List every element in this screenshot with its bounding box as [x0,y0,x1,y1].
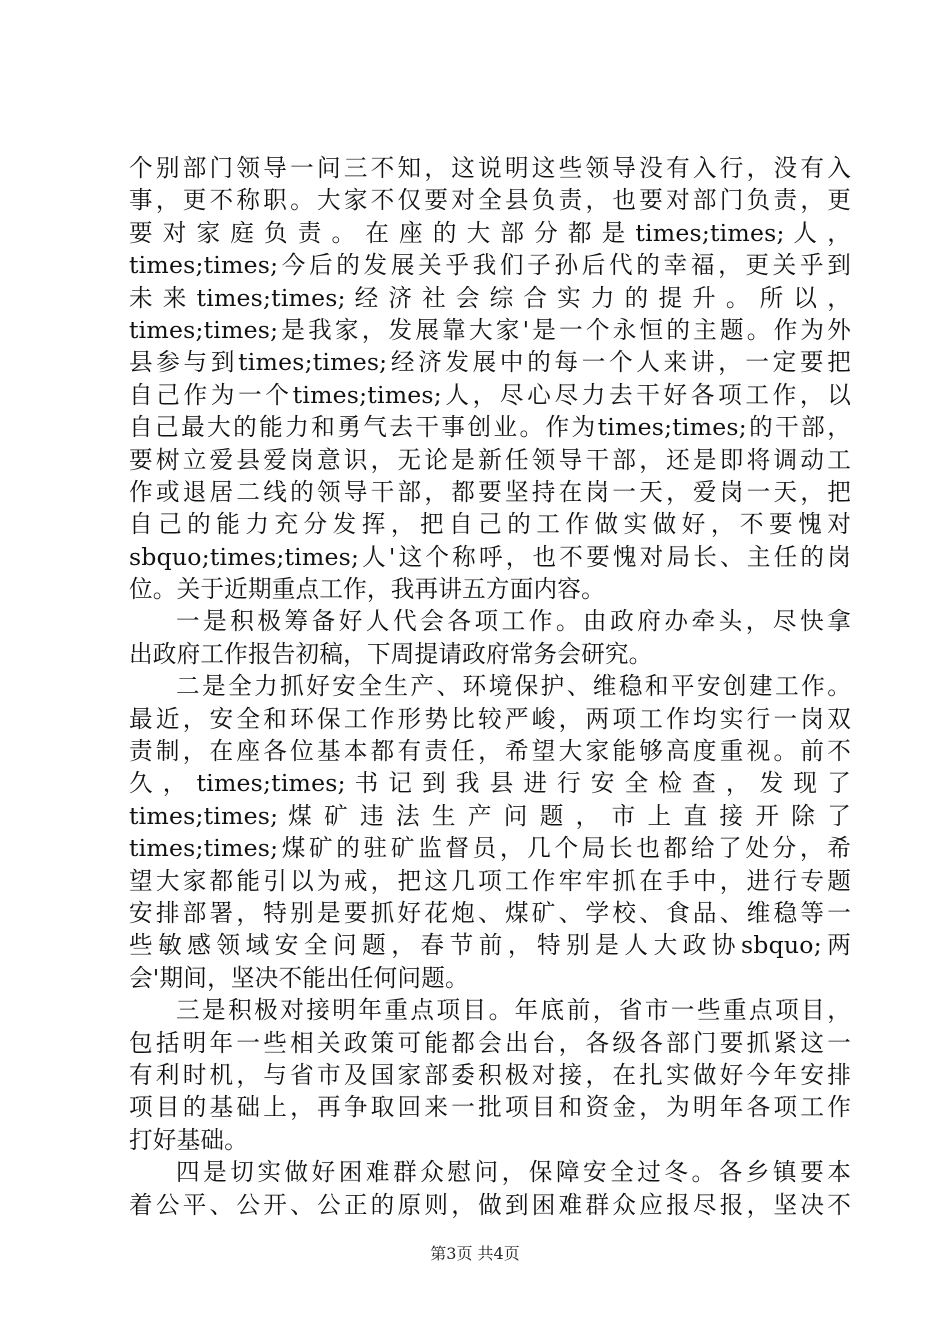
text-line: 望大家都能引以为戒，把这几项工作牢牢抓在手中，进行专题 [129,866,851,895]
text-line: 县参与到times;times;经济发展中的每一个人来讲，一定要把 [129,348,851,377]
text-line: 作或退居二线的领导干部，都要坚持在岗一天，爱岗一天，把 [129,477,851,506]
text-line: times;times;煤矿的驻矿监督员，几个局长也都给了处分，希 [129,834,851,863]
text-line: 久 ， times;times; 书 记 到 我 县 进 行 安 全 检 查 ， 发 现 了 [129,769,851,798]
text-line: 个别部门领导一问三不知，这说明这些领导没有入行，没有入 [129,154,851,182]
text-line: 出政府工作报告初稿，下周提请政府常务会研究。 [129,639,653,668]
text-line: 二是全力抓好安全生产、环境保护、维稳和平安创建工作。 [176,672,851,701]
text-line: 最近，安全和环保工作形势比较严峻，两项工作均实行一岗双 [129,704,851,733]
text-line: 自己的能力充分发挥，把自己的工作做实做好，不要愧对 [129,510,851,539]
text-line: 未 来 times;times; 经 济 社 会 综 合 实 力 的 提 升 。 所 以 ， [129,283,851,312]
text-line: 些敏感领域安全问题，春节前，特别是人大政协sbquo;两 [129,931,851,960]
text-line: 着公平、公开、公正的原则，做到困难群众应报尽报，坚决不 [129,1190,851,1219]
text-line: 位。关于近期重点工作，我再讲五方面内容。 [129,575,605,604]
text-line: 会'期间，坚决不能出任何问题。 [129,963,469,992]
body-text [129,152,851,1221]
text-line: 包括明年一些相关政策可能都会出台，各级各部门要抓紧这一 [129,1028,851,1057]
text-line: times;times;今后的发展关乎我们子孙后代的幸福，更关乎到 [129,251,851,280]
text-line: times;times; 煤 矿 违 法 生 产 问 题 ， 市 上 直 接 开 除 了 [129,801,851,830]
text-line: 事，更不称职。大家不仅要对全县负责，也要对部门负责，更 [129,186,851,215]
text-line: 要树立爱县爱岗意识，无论是新任领导干部，还是即将调动工 [129,445,851,474]
text-line: 自己作为一个times;times;人，尽心尽力去干好各项工作，以 [129,380,851,409]
text-line: 责制，在座各位基本都有责任，希望大家能够高度重视。前不 [129,737,851,766]
text-line: 项目的基础上，再争取回来一批项目和资金，为明年各项工作 [129,1093,851,1122]
text-line: 自己最大的能力和勇气去干事创业。作为times;times;的干部， [129,413,851,442]
text-line: 一是积极筹备好人代会各项工作。由政府办牵头，尽快拿 [176,607,851,636]
text-line: 要 对 家 庭 负 责 。 在 座 的 大 部 分 都 是 times;times; 人 ， [129,218,851,247]
text-line: 四是切实做好困难群众慰问，保障安全过冬。各乡镇要本 [176,1158,851,1187]
text-line: 三是积极对接明年重点项目。年底前，省市一些重点项目， [176,996,851,1025]
text-line: times;times;是我家，发展靠大家'是一个永恒的主题。作为外 [129,315,851,344]
text-line: 安排部署，特别是要抓好花炮、煤矿、学校、食品、维稳等一 [129,898,851,927]
text-line: 打好基础。 [129,1125,248,1154]
text-line: sbquo;times;times;人'这个称呼，也不要愧对局长、主任的岗 [129,542,851,571]
page-footer: 第3页 共4页 [430,1244,520,1263]
text-line: 有利时机，与省市及国家部委积极对接，在扎实做好今年安排 [129,1060,851,1089]
